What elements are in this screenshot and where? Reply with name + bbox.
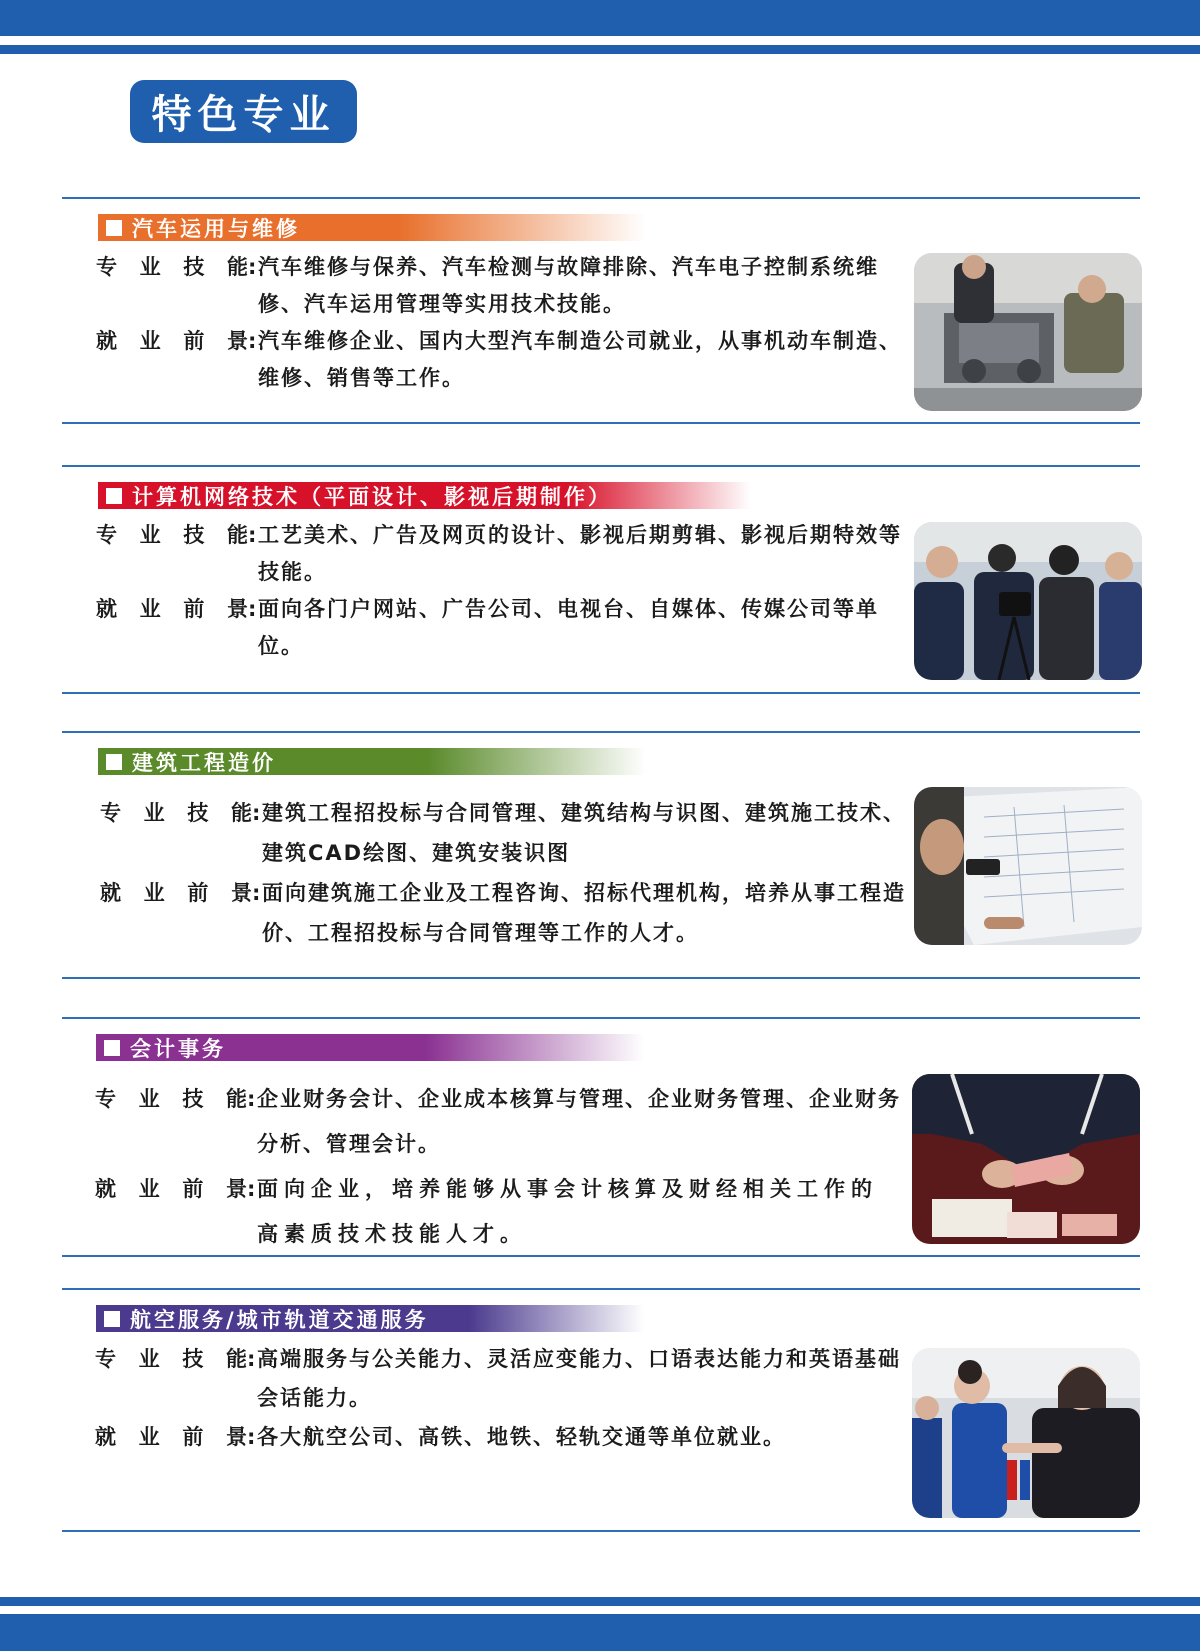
section-body (96, 517, 904, 665)
career-text: 汽车维修企业、国内大型汽车制造公司就业，从事机动车制造、维修、销售等工作。 (258, 329, 902, 390)
career-label: 就 业 前 景 (96, 597, 248, 621)
service-training-photo (912, 1348, 1140, 1518)
section-title: 汽车运用与维修 (132, 215, 300, 241)
skill-row: 专 业 技 能 : 高端服务与公关能力、灵活应变能力、口语表达能力和英语基础会话能力。 (95, 1340, 903, 1418)
skill-label: 专 业 技 能 (100, 801, 252, 825)
section-aviation-service (0, 1288, 1200, 1532)
section-rule-bottom (62, 1530, 1140, 1532)
skill-row: 专 业 技 能 : 汽车维修与保养、汽车检测与故障排除、汽车电子控制系统维修、汽车运用管理等实用技术技能。 (96, 249, 904, 323)
section-body (95, 1340, 903, 1457)
career-row: 就 业 前 景 : 汽车维修企业、国内大型汽车制造公司就业，从事机动车制造、维修、销售等工作。 (96, 323, 904, 397)
skill-text: 企业财务会计、企业成本核算与管理、企业财务管理、企业财务分析、管理会计。 (257, 1087, 901, 1156)
section-title: 计算机网络技术（平面设计、影视后期制作） (132, 483, 612, 509)
career-text: 各大航空公司、高铁、地铁、轻轨交通等单位就业。 (257, 1425, 786, 1449)
bottom-band (0, 1614, 1200, 1651)
section-computer-network (0, 465, 1200, 695)
career-label: 就 业 前 景 (95, 1177, 247, 1201)
career-row: 就 业 前 景 : 面向各门户网站、广告公司、电视台、自媒体、传媒公司等单位。 (96, 591, 904, 665)
skill-label: 专 业 技 能 (95, 1087, 247, 1111)
career-row: 就 业 前 景 : 面向企业，培养能够从事会计核算及财经相关工作的高素质技术技能人才。 (95, 1167, 903, 1257)
skill-text: 高端服务与公关能力、灵活应变能力、口语表达能力和英语基础会话能力。 (257, 1347, 901, 1410)
section-rule-bottom (62, 692, 1140, 694)
section-rule-top (62, 1017, 1140, 1019)
section-title: 建筑工程造价 (132, 749, 276, 775)
section-header (96, 1034, 644, 1061)
section-rule-top (62, 197, 1140, 199)
cash-counting-photo (912, 1074, 1140, 1244)
section-header (98, 748, 646, 775)
section-rule-bottom (62, 422, 1140, 424)
career-text: 面向企业，培养能够从事会计核算及财经相关工作的高素质技术技能人才。 (257, 1177, 878, 1246)
square-bullet-icon (106, 488, 122, 504)
career-label: 就 业 前 景 (95, 1425, 247, 1449)
career-label: 就 业 前 景 (96, 329, 248, 353)
section-body (100, 793, 908, 953)
section-auto-repair (0, 197, 1200, 425)
career-text: 面向各门户网站、广告公司、电视台、自媒体、传媒公司等单位。 (258, 597, 879, 658)
section-rule-top (62, 465, 1140, 467)
top-band (0, 0, 1200, 36)
skill-text: 工艺美术、广告及网页的设计、影视后期剪辑、影视后期特效等技能。 (258, 523, 902, 584)
skill-text: 汽车维修与保养、汽车检测与故障排除、汽车电子控制系统维修、汽车运用管理等实用技术技能。 (258, 255, 879, 316)
career-row: 就 业 前 景 : 各大航空公司、高铁、地铁、轻轨交通等单位就业。 (95, 1418, 903, 1457)
skill-text: 建筑工程招投标与合同管理、建筑结构与识图、建筑施工技术、建筑CAD绘图、建筑安装识图 (262, 801, 906, 865)
square-bullet-icon (106, 220, 122, 236)
camera-students-photo (914, 522, 1142, 680)
square-bullet-icon (104, 1040, 120, 1056)
section-rule-bottom (62, 1255, 1140, 1257)
section-accounting (0, 1017, 1200, 1257)
bottom-stripe (0, 1597, 1200, 1606)
section-body (96, 249, 904, 397)
blueprint-photo (914, 787, 1142, 945)
section-header (98, 214, 646, 241)
skill-label: 专 业 技 能 (96, 255, 248, 279)
section-header (96, 1305, 644, 1332)
section-construction-cost (0, 731, 1200, 979)
square-bullet-icon (106, 754, 122, 770)
top-stripe (0, 45, 1200, 54)
section-rule-top (62, 1288, 1140, 1290)
section-rule-top (62, 731, 1140, 733)
square-bullet-icon (104, 1311, 120, 1327)
career-label: 就 业 前 景 (100, 881, 252, 905)
skill-row: 专 业 技 能 : 工艺美术、广告及网页的设计、影视后期剪辑、影视后期特效等技能。 (96, 517, 904, 591)
section-body (95, 1077, 903, 1257)
skill-label: 专 业 技 能 (96, 523, 248, 547)
skill-label: 专 业 技 能 (95, 1347, 247, 1371)
career-text: 面向建筑施工企业及工程咨询、招标代理机构，培养从事工程造价、工程招投标与合同管理等工作的人才。 (262, 881, 906, 945)
page-title: 特色专业 (130, 80, 357, 143)
career-row: 就 业 前 景 : 面向建筑施工企业及工程咨询、招标代理机构，培养从事工程造价、工程招投标与合同管理等工作的人才。 (100, 873, 908, 953)
section-header (98, 482, 751, 509)
skill-row: 专 业 技 能 : 企业财务会计、企业成本核算与管理、企业财务管理、企业财务分析、管理会计。 (95, 1077, 903, 1167)
section-rule-bottom (62, 977, 1140, 979)
auto-repair-photo (914, 253, 1142, 411)
section-title: 航空服务/城市轨道交通服务 (130, 1306, 429, 1332)
skill-row: 专 业 技 能 : 建筑工程招投标与合同管理、建筑结构与识图、建筑施工技术、建筑CAD绘图、建筑安装识图 (100, 793, 908, 873)
section-title: 会计事务 (130, 1035, 226, 1061)
